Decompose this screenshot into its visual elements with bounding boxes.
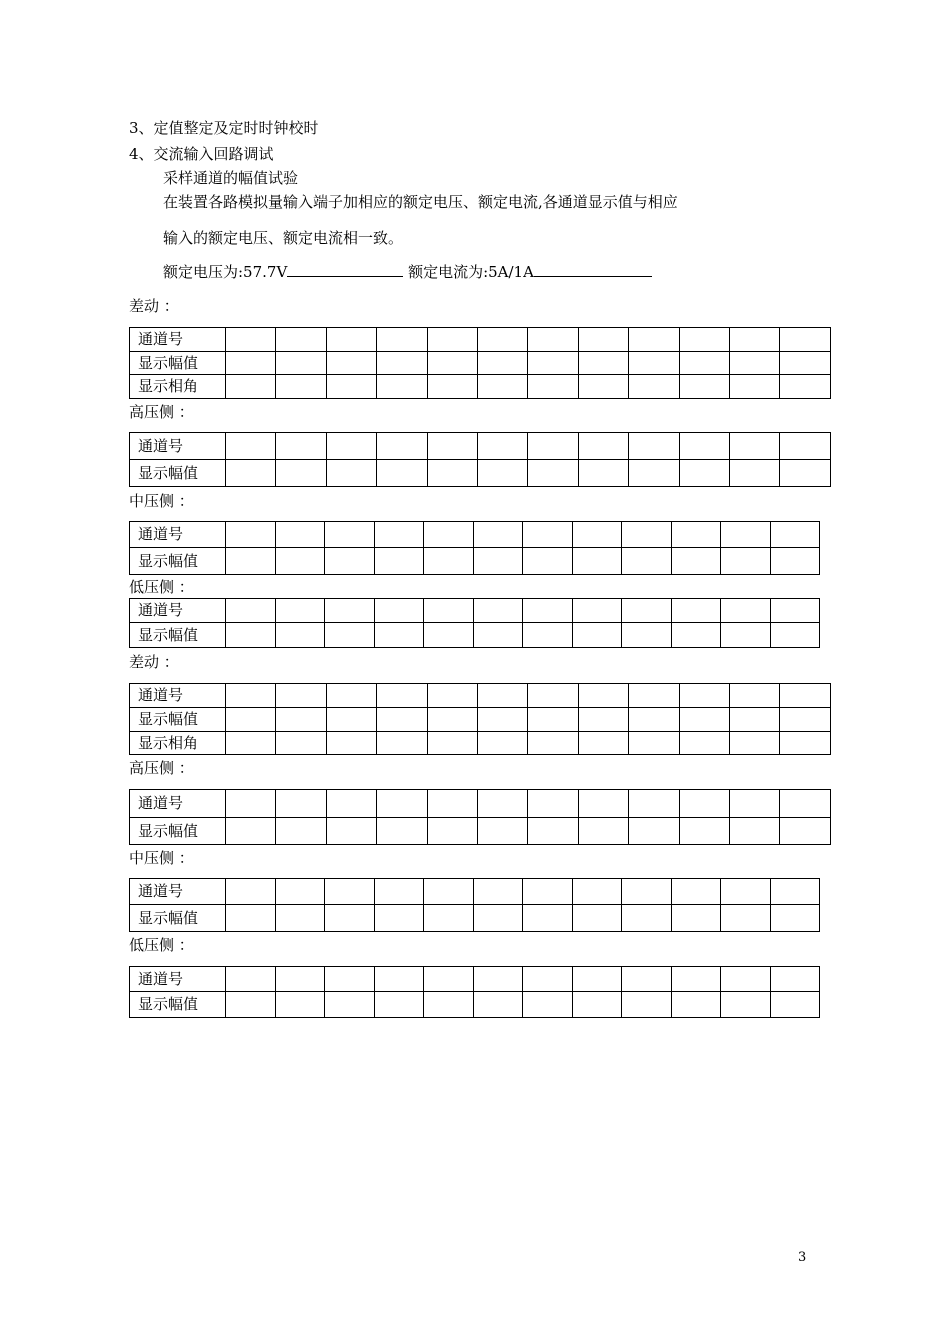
subsection-title: 采样通道的幅值试验 <box>163 169 299 187</box>
blank-cell[interactable] <box>478 375 528 399</box>
blank-cell[interactable] <box>780 328 830 352</box>
blank-cell[interactable] <box>326 433 376 460</box>
blank-cell[interactable] <box>427 732 477 755</box>
blank-cell[interactable] <box>276 732 326 755</box>
blank-cell[interactable] <box>629 790 679 818</box>
blank-cell[interactable] <box>572 905 622 932</box>
row-header: 通道号 <box>130 967 226 992</box>
blank-cell[interactable] <box>523 548 573 575</box>
blank-cell[interactable] <box>780 818 830 845</box>
blank-cell[interactable] <box>325 967 375 992</box>
blank-cell[interactable] <box>424 522 474 548</box>
blank-cell[interactable] <box>326 708 376 732</box>
blank-cell[interactable] <box>730 328 780 352</box>
blank-cell[interactable] <box>770 548 820 575</box>
blank-cell[interactable] <box>528 328 578 352</box>
blank-cell[interactable] <box>629 352 679 375</box>
table-row <box>130 623 820 648</box>
blank-cell[interactable] <box>424 599 474 623</box>
table-row <box>130 548 820 575</box>
blank-cell[interactable] <box>572 623 622 648</box>
blank-cell[interactable] <box>478 352 528 375</box>
page-number: 3 <box>798 1250 807 1265</box>
blank-cell[interactable] <box>629 818 679 845</box>
blank-cell[interactable] <box>473 967 523 992</box>
blank-cell[interactable] <box>730 818 780 845</box>
table-row <box>130 522 820 548</box>
blank-cell[interactable] <box>572 879 622 905</box>
blank-cell[interactable] <box>679 790 729 818</box>
table-title: 差动 ： <box>129 297 179 315</box>
blank-cell[interactable] <box>226 522 276 548</box>
row-header: 通道号 <box>130 684 226 708</box>
blank-cell[interactable] <box>374 879 424 905</box>
blank-cell[interactable] <box>473 548 523 575</box>
blank-cell[interactable] <box>629 460 679 487</box>
blank-cell[interactable] <box>275 599 325 623</box>
blank-cell[interactable] <box>377 375 427 399</box>
channel-table <box>129 966 820 1018</box>
blank-cell[interactable] <box>226 905 276 932</box>
blank-cell[interactable] <box>427 790 477 818</box>
blank-cell[interactable] <box>679 684 729 708</box>
blank-cell[interactable] <box>622 879 672 905</box>
blank-cell[interactable] <box>226 623 276 648</box>
table-row <box>130 790 831 818</box>
blank-cell[interactable] <box>226 460 276 487</box>
blank-cell[interactable] <box>622 599 672 623</box>
table-row <box>130 905 820 932</box>
blank-cell[interactable] <box>377 460 427 487</box>
blank-cell[interactable] <box>770 599 820 623</box>
blank-cell[interactable] <box>325 992 375 1018</box>
blank-cell[interactable] <box>578 732 628 755</box>
blank-cell[interactable] <box>578 352 628 375</box>
blank-cell[interactable] <box>226 708 276 732</box>
blank-cell[interactable] <box>478 328 528 352</box>
blank-cell[interactable] <box>473 522 523 548</box>
blank-cell[interactable] <box>276 790 326 818</box>
blank-cell[interactable] <box>770 992 820 1018</box>
table-row <box>130 375 831 399</box>
blank-cell[interactable] <box>276 684 326 708</box>
blank-cell[interactable] <box>226 548 276 575</box>
table-row <box>130 818 831 845</box>
table-title: 高压侧 ： <box>129 403 194 421</box>
blank-cell[interactable] <box>377 328 427 352</box>
blank-cell[interactable] <box>528 790 578 818</box>
blank-cell[interactable] <box>473 905 523 932</box>
blank-cell[interactable] <box>671 967 721 992</box>
blank-cell[interactable] <box>770 967 820 992</box>
blank-cell[interactable] <box>770 522 820 548</box>
blank-cell[interactable] <box>276 352 326 375</box>
blank-cell[interactable] <box>427 708 477 732</box>
blank-cell[interactable] <box>679 732 729 755</box>
table-row <box>130 433 831 460</box>
blank-cell[interactable] <box>275 623 325 648</box>
blank-cell[interactable] <box>478 818 528 845</box>
blank-cell[interactable] <box>528 684 578 708</box>
blank-cell[interactable] <box>276 818 326 845</box>
channel-table <box>129 432 831 487</box>
blank-cell[interactable] <box>325 548 375 575</box>
blank-cell[interactable] <box>424 623 474 648</box>
blank-cell[interactable] <box>572 599 622 623</box>
blank-cell[interactable] <box>528 732 578 755</box>
blank-cell[interactable] <box>325 905 375 932</box>
blank-cell[interactable] <box>622 992 672 1018</box>
blank-cell[interactable] <box>770 623 820 648</box>
blank-cell[interactable] <box>578 375 628 399</box>
blank-cell[interactable] <box>374 599 424 623</box>
blank-cell[interactable] <box>730 684 780 708</box>
blank-cell[interactable] <box>276 460 326 487</box>
blank-cell[interactable] <box>572 992 622 1018</box>
blank-cell[interactable] <box>326 328 376 352</box>
blank-cell[interactable] <box>478 684 528 708</box>
blank-cell[interactable] <box>572 967 622 992</box>
blank-cell[interactable] <box>226 599 276 623</box>
blank-cell[interactable] <box>377 708 427 732</box>
blank-cell[interactable] <box>377 684 427 708</box>
blank-cell[interactable] <box>629 328 679 352</box>
row-header: 显示幅值 <box>130 708 226 732</box>
blank-cell[interactable] <box>578 708 628 732</box>
blank-cell[interactable] <box>473 623 523 648</box>
blank-cell[interactable] <box>622 623 672 648</box>
row-header: 显示相角 <box>130 732 226 755</box>
blank-cell[interactable] <box>478 732 528 755</box>
blank-cell[interactable] <box>679 352 729 375</box>
blank-cell[interactable] <box>671 879 721 905</box>
blank-cell[interactable] <box>679 433 729 460</box>
blank-cell[interactable] <box>523 623 573 648</box>
blank-cell[interactable] <box>629 732 679 755</box>
blank-cell[interactable] <box>578 818 628 845</box>
blank-cell[interactable] <box>730 352 780 375</box>
blank-cell[interactable] <box>424 879 474 905</box>
blank-cell[interactable] <box>276 328 326 352</box>
blank-cell[interactable] <box>528 375 578 399</box>
blank-cell[interactable] <box>427 375 477 399</box>
blank-cell[interactable] <box>730 790 780 818</box>
blank-cell[interactable] <box>427 328 477 352</box>
table-title: 低压侧 ： <box>129 578 194 596</box>
blank-cell[interactable] <box>780 790 830 818</box>
blank-cell[interactable] <box>424 548 474 575</box>
channel-table <box>129 598 820 648</box>
row-header: 显示幅值 <box>130 460 226 487</box>
blank-cell[interactable] <box>671 599 721 623</box>
blank-cell[interactable] <box>374 548 424 575</box>
blank-cell[interactable] <box>523 522 573 548</box>
blank-cell[interactable] <box>730 433 780 460</box>
blank-cell[interactable] <box>226 375 276 399</box>
rated-voltage-label: 额定电压为:57.7V <box>163 263 288 281</box>
blank-cell[interactable] <box>226 967 276 992</box>
blank-cell[interactable] <box>578 790 628 818</box>
blank-cell[interactable] <box>780 732 830 755</box>
blank-cell[interactable] <box>578 684 628 708</box>
blank-cell[interactable] <box>424 905 474 932</box>
blank-cell[interactable] <box>226 433 276 460</box>
blank-cell[interactable] <box>427 433 477 460</box>
blank-cell[interactable] <box>730 375 780 399</box>
blank-cell[interactable] <box>721 599 771 623</box>
row-header: 通道号 <box>130 790 226 818</box>
blank-cell[interactable] <box>377 732 427 755</box>
blank-cell[interactable] <box>473 879 523 905</box>
blank-cell[interactable] <box>374 992 424 1018</box>
blank-cell[interactable] <box>780 460 830 487</box>
blank-cell[interactable] <box>671 522 721 548</box>
blank-cell[interactable] <box>578 460 628 487</box>
blank-cell[interactable] <box>226 684 276 708</box>
row-header: 显示幅值 <box>130 905 226 932</box>
row-header: 显示幅值 <box>130 992 226 1018</box>
table-title: 差动 ： <box>129 653 179 671</box>
blank-cell[interactable] <box>730 708 780 732</box>
channel-table <box>129 683 831 755</box>
blank-cell[interactable] <box>275 879 325 905</box>
row-header: 显示相角 <box>130 375 226 399</box>
table-title: 中压侧 ： <box>129 849 194 867</box>
blank-cell[interactable] <box>427 352 477 375</box>
blank-cell[interactable] <box>780 684 830 708</box>
blank-cell[interactable] <box>730 732 780 755</box>
blank-cell[interactable] <box>523 992 573 1018</box>
blank-cell[interactable] <box>523 967 573 992</box>
rated-current-blank <box>534 262 652 277</box>
blank-cell[interactable] <box>374 967 424 992</box>
blank-cell[interactable] <box>572 522 622 548</box>
table-row <box>130 732 831 755</box>
row-header: 显示幅值 <box>130 623 226 648</box>
blank-cell[interactable] <box>326 460 376 487</box>
blank-cell[interactable] <box>325 623 375 648</box>
blank-cell[interactable] <box>671 548 721 575</box>
blank-cell[interactable] <box>377 433 427 460</box>
rated-current-label: 额定电流为:5A/1A <box>408 263 534 281</box>
blank-cell[interactable] <box>679 460 729 487</box>
blank-cell[interactable] <box>721 879 771 905</box>
blank-cell[interactable] <box>275 992 325 1018</box>
channel-table <box>129 878 820 932</box>
table-row <box>130 879 820 905</box>
description-line-2: 输入的额定电压、额定电流相一致。 <box>163 229 404 247</box>
blank-cell[interactable] <box>226 879 276 905</box>
section-item-3: 3、定值整定及定时时钟校时 <box>129 119 319 137</box>
blank-cell[interactable] <box>730 460 780 487</box>
blank-cell[interactable] <box>629 375 679 399</box>
blank-cell[interactable] <box>671 992 721 1018</box>
blank-cell[interactable] <box>780 708 830 732</box>
blank-cell[interactable] <box>721 967 771 992</box>
blank-cell[interactable] <box>622 905 672 932</box>
blank-cell[interactable] <box>622 967 672 992</box>
blank-cell[interactable] <box>528 818 578 845</box>
blank-cell[interactable] <box>523 599 573 623</box>
blank-cell[interactable] <box>528 460 578 487</box>
blank-cell[interactable] <box>275 522 325 548</box>
blank-cell[interactable] <box>427 818 477 845</box>
blank-cell[interactable] <box>226 790 276 818</box>
table-title: 低压侧 ： <box>129 936 194 954</box>
rated-values-line <box>163 262 652 282</box>
blank-cell[interactable] <box>780 433 830 460</box>
blank-cell[interactable] <box>427 460 477 487</box>
blank-cell[interactable] <box>325 879 375 905</box>
row-header: 通道号 <box>130 879 226 905</box>
blank-cell[interactable] <box>478 790 528 818</box>
table-title: 高压侧 ： <box>129 759 194 777</box>
row-header: 显示幅值 <box>130 818 226 845</box>
blank-cell[interactable] <box>770 905 820 932</box>
blank-cell[interactable] <box>679 328 729 352</box>
blank-cell[interactable] <box>528 433 578 460</box>
blank-cell[interactable] <box>671 623 721 648</box>
blank-cell[interactable] <box>427 684 477 708</box>
blank-cell[interactable] <box>622 548 672 575</box>
blank-cell[interactable] <box>374 522 424 548</box>
blank-cell[interactable] <box>679 818 729 845</box>
channel-table <box>129 327 831 399</box>
row-header: 通道号 <box>130 522 226 548</box>
table-row <box>130 992 820 1018</box>
blank-cell[interactable] <box>325 599 375 623</box>
table-row <box>130 352 831 375</box>
blank-cell[interactable] <box>325 522 375 548</box>
blank-cell[interactable] <box>275 548 325 575</box>
table-row <box>130 328 831 352</box>
blank-cell[interactable] <box>275 967 325 992</box>
blank-cell[interactable] <box>622 522 672 548</box>
blank-cell[interactable] <box>679 708 729 732</box>
blank-cell[interactable] <box>721 623 771 648</box>
blank-cell[interactable] <box>578 433 628 460</box>
table-row <box>130 967 820 992</box>
table-row <box>130 599 820 623</box>
row-header: 通道号 <box>130 433 226 460</box>
table-row <box>130 460 831 487</box>
blank-cell[interactable] <box>326 684 376 708</box>
blank-cell[interactable] <box>478 433 528 460</box>
blank-cell[interactable] <box>780 375 830 399</box>
blank-cell[interactable] <box>326 790 376 818</box>
blank-cell[interactable] <box>629 684 679 708</box>
blank-cell[interactable] <box>629 433 679 460</box>
blank-cell[interactable] <box>374 905 424 932</box>
blank-cell[interactable] <box>424 967 474 992</box>
blank-cell[interactable] <box>377 818 427 845</box>
channel-table <box>129 789 831 845</box>
blank-cell[interactable] <box>276 433 326 460</box>
blank-cell[interactable] <box>528 352 578 375</box>
blank-cell[interactable] <box>377 352 427 375</box>
blank-cell[interactable] <box>721 992 771 1018</box>
blank-cell[interactable] <box>478 460 528 487</box>
description-line-1: 在装置各路模拟量输入端子加相应的额定电压、额定电流,各通道显示值与相应 <box>163 193 678 211</box>
blank-cell[interactable] <box>377 790 427 818</box>
blank-cell[interactable] <box>374 623 424 648</box>
blank-cell[interactable] <box>326 375 376 399</box>
blank-cell[interactable] <box>679 375 729 399</box>
row-header: 显示幅值 <box>130 548 226 575</box>
blank-cell[interactable] <box>326 732 376 755</box>
blank-cell[interactable] <box>226 352 276 375</box>
blank-cell[interactable] <box>721 905 771 932</box>
blank-cell[interactable] <box>770 879 820 905</box>
blank-cell[interactable] <box>629 708 679 732</box>
blank-cell[interactable] <box>523 879 573 905</box>
blank-cell[interactable] <box>226 732 276 755</box>
blank-cell[interactable] <box>528 708 578 732</box>
row-header: 显示幅值 <box>130 352 226 375</box>
blank-cell[interactable] <box>721 548 771 575</box>
blank-cell[interactable] <box>572 548 622 575</box>
blank-cell[interactable] <box>275 905 325 932</box>
blank-cell[interactable] <box>671 905 721 932</box>
blank-cell[interactable] <box>578 328 628 352</box>
table-row <box>130 684 831 708</box>
blank-cell[interactable] <box>226 328 276 352</box>
blank-cell[interactable] <box>424 992 474 1018</box>
section-item-4: 4、交流输入回路调试 <box>129 145 274 163</box>
blank-cell[interactable] <box>478 708 528 732</box>
blank-cell[interactable] <box>473 992 523 1018</box>
row-header: 通道号 <box>130 599 226 623</box>
blank-cell[interactable] <box>523 905 573 932</box>
blank-cell[interactable] <box>226 818 276 845</box>
row-header: 通道号 <box>130 328 226 352</box>
blank-cell[interactable] <box>326 818 376 845</box>
blank-cell[interactable] <box>473 599 523 623</box>
channel-table <box>129 521 820 575</box>
blank-cell[interactable] <box>721 522 771 548</box>
blank-cell[interactable] <box>326 352 376 375</box>
blank-cell[interactable] <box>226 992 276 1018</box>
blank-cell[interactable] <box>276 375 326 399</box>
blank-cell[interactable] <box>780 352 830 375</box>
table-title: 中压侧 ： <box>129 492 194 510</box>
table-row <box>130 708 831 732</box>
rated-voltage-blank <box>287 262 403 277</box>
blank-cell[interactable] <box>276 708 326 732</box>
